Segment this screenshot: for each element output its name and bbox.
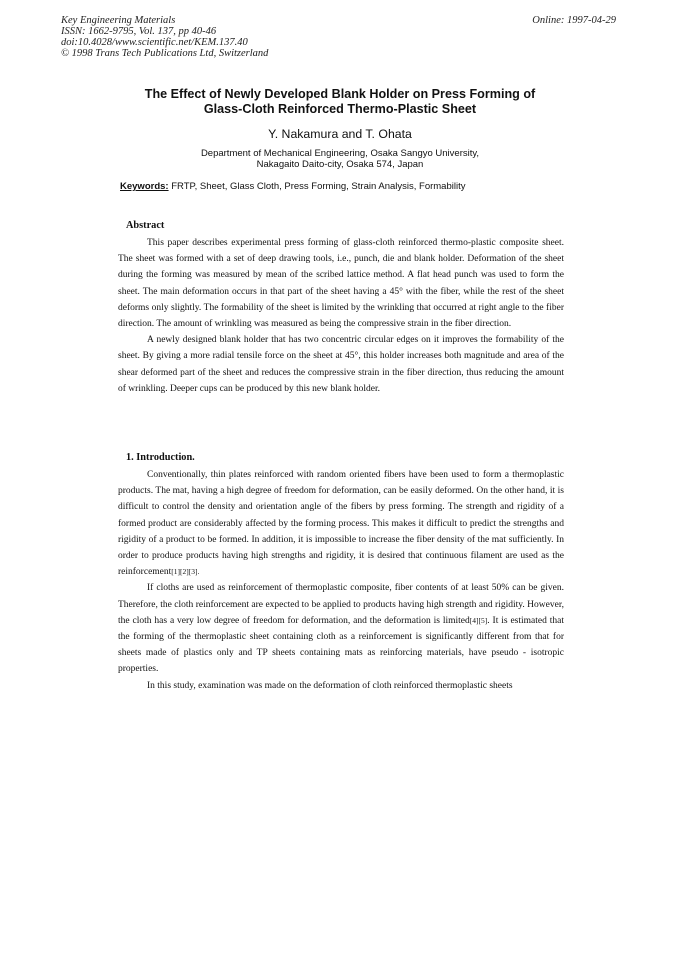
introduction-heading: 1. Introduction.	[126, 452, 195, 463]
affiliation	[100, 148, 580, 170]
intro-paragraph-1	[118, 467, 564, 580]
introduction-body	[118, 467, 564, 694]
issn-line: ISSN: 1662-9795, Vol. 137, pp 40-46	[61, 26, 217, 37]
intro-paragraph-3: In this study, examination was made on the deformation of cloth reinforced thermoplastic sheets	[147, 680, 513, 691]
intro-citation-2: [4][5]	[469, 615, 488, 625]
abstract-body	[118, 235, 564, 397]
paper-title	[100, 87, 580, 117]
authors: Y. Nakamura and T. Ohata	[268, 127, 412, 141]
title-line-2: Glass-Cloth Reinforced Thermo-Plastic Sheet	[203, 102, 477, 116]
journal-name: Key Engineering Materials	[61, 15, 176, 26]
abstract-paragraph-2: A newly designed blank holder that has two concentric circular edges on it improves the formability of the sheet. By giving a more radial tensile force on the sheet at 45°, this holder increases both magnitude and area of the shear deformed part of the sheet and reduces the compressive strain in the fiber direction, thus reducing the amount of wrinkling. Deeper cups can be produced by this new blank holder.	[118, 335, 564, 394]
affiliation-line-1: Department of Mechanical Engineering, Osaka Sangyo University,	[200, 148, 480, 159]
keywords-line	[120, 181, 560, 193]
intro-citation-1: [1][2][3].	[171, 567, 200, 577]
title-line-1: The Effect of Newly Developed Blank Holder on Press Forming of	[144, 87, 536, 101]
intro-paragraph-2-text-a: If cloths are used as reinforcement of thermoplastic composite, fiber contents of at least 50% can be given. Therefore, the cloth reinforcement are expected to be applied to products having high strength and rigidity. However, the cloth has a very low degree of freedom for deformation, and the deformation is limited	[118, 583, 564, 626]
online-date: Online: 1997-04-29	[532, 15, 616, 26]
journal-header	[61, 15, 421, 59]
copyright-line: © 1998 Trans Tech Publications Ltd, Switzerland	[61, 48, 269, 59]
keywords-list: FRTP, Sheet, Glass Cloth, Press Forming, Strain Analysis, Formability	[171, 181, 466, 192]
intro-paragraph-2	[118, 580, 564, 677]
intro-paragraph-1-text: Conventionally, thin plates reinforced with random oriented fibers have been used to form a thermoplastic products. The mat, having a high degree of freedom for deformation, can be easily deformed. On the other hand, it is difficult to control the density and orientation angle of the fibers by press forming. The strength and rigidity of a formed product are considerably affected by the forming process. This makes it difficult to predict the strengths and rigidity of a product to be formed. In addition, it is impossible to increase the fiber density of the mat sufficiently. In order to produce products having high strengths and rigidity, it is desired that continuous filament are used as the reinforcement	[118, 470, 564, 578]
abstract-paragraph-1: This paper describes experimental press forming of glass-cloth reinforced thermo-plastic composite sheet. The sheet was formed with a set of deep drawing tools, i.e., punch, die and blank holder. Deformation of the sheet during the forming was measured by mean of the scribed lattice method. A flat head punch was used to form the sheet. The main deformation occurs in that part of the sheet having a 45° with the fiber, while the rest of the sheet deforms only slightly. The formability of the sheet is limited by the wrinkling that occurred at right angle to the fiber direction. The amount of wrinkling was measured as being the compressive strain in the fiber direction.	[118, 238, 564, 330]
intro-paragraph-2-text-b: . It is estimated that the forming of the thermoplastic sheet containing cloth as a reinforcement is significantly different from that for sheets made of plastics only and TP sheets containing mats as reinforcing materials, have pseudo - isotropic properties.	[118, 615, 564, 675]
doi-line: doi:10.4028/www.scientific.net/KEM.137.40	[61, 37, 248, 48]
affiliation-line-2: Nakagaito Daito-city, Osaka 574, Japan	[256, 159, 424, 170]
abstract-heading: Abstract	[126, 220, 165, 231]
keywords-label: Keywords:	[120, 181, 169, 192]
